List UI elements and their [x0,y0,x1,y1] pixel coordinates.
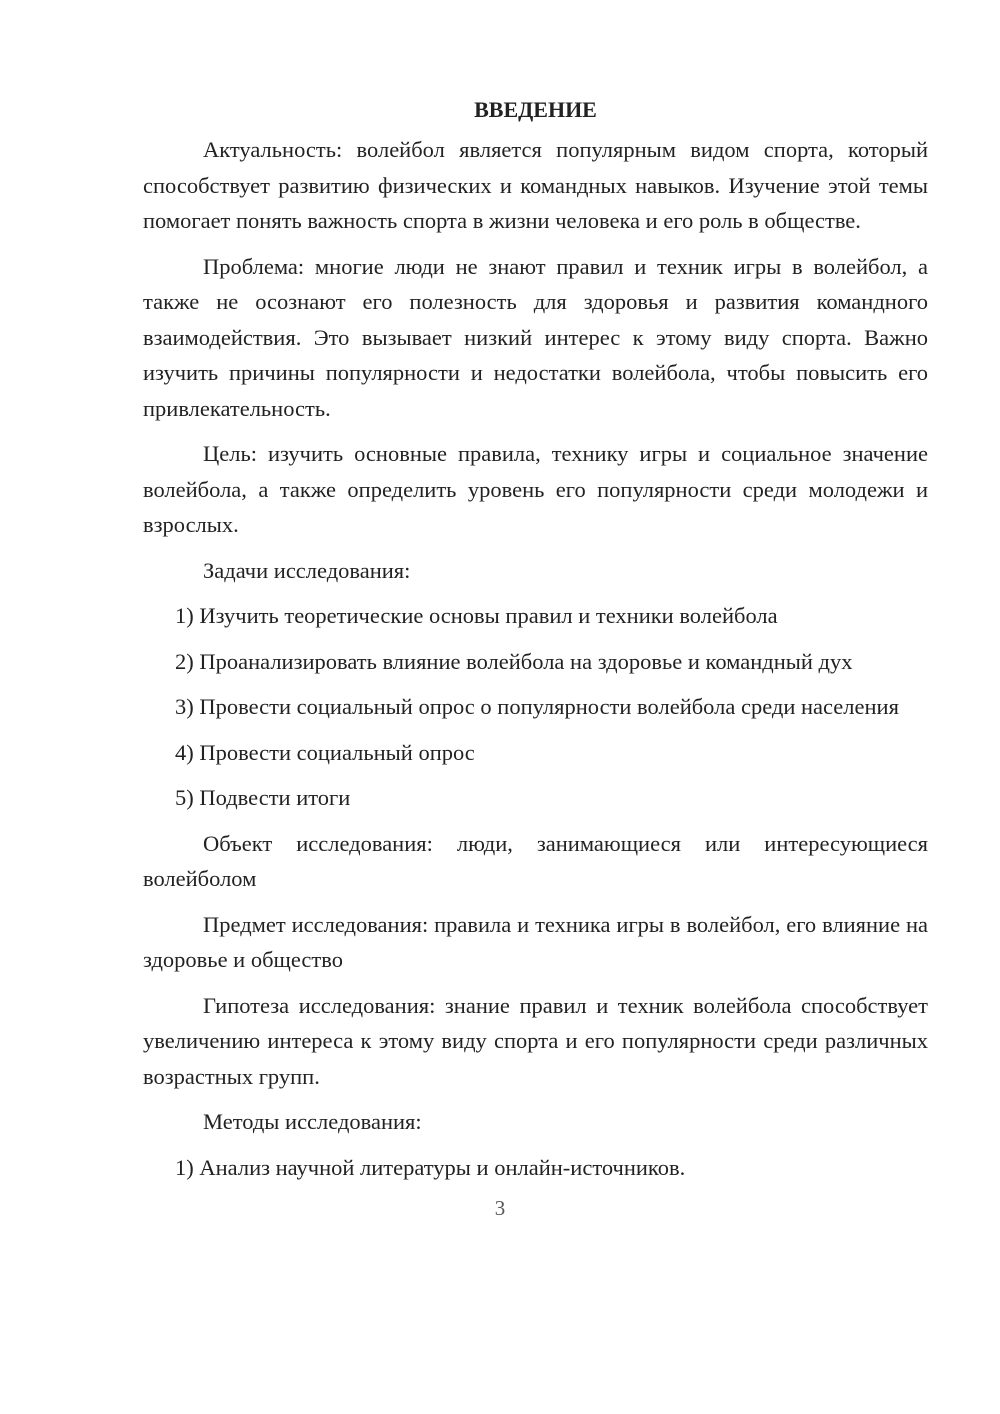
tasks-heading: Задачи исследования: [203,557,411,583]
section-title: ВВЕДЕНИЕ [474,97,597,122]
goal-paragraph: Цель: изучить основные правила, технику игры и социальное значение волейбола, а также определить уровень его популярности среди молодежи и взрослых. [143,441,928,537]
task-item-5: 5) Подвести итоги [175,785,351,810]
method-item-1: 1) Анализ научной литературы и онлайн-источников. [175,1154,686,1180]
task-item-1: 1) Изучить теоретические основы правил и техники волейбола [175,603,778,628]
document-page [143,94,928,1195]
subject-paragraph: Предмет исследования: правила и техника игры в волейбол, его влияние на здоровье и общество [143,911,928,972]
hypothesis-paragraph: Гипотеза исследования: знание правил и техник волейбола способствует увеличению интереса к этому виду спорта и его популярности среди различных возрастных групп. [143,992,928,1089]
problem-paragraph: Проблема: многие люди не знают правил и техник игры в волейбол, а также не осознают его полезность для здоровья и развития командного взаимодействия. Это вызывает низкий интерес к этому виду спорта. Важно изучить причины популярности и недостатки волейбола, чтобы повысить его привлекательность. [143,253,928,421]
task-item-2: 2) Проанализировать влияние волейбола на здоровье и командный дух [175,648,853,674]
relevance-paragraph: Актуальность: волейбол является популярным видом спорта, который способствует развитию физических и командных навыков. Изучение этой темы помогает понять важность спорта в жизни человека и его роль в обществе. [143,137,928,233]
task-item-3: 3) Провести социальный опрос о популярности волейбола среди населения [175,694,899,719]
methods-heading: Методы исследования: [203,1109,422,1134]
object-paragraph: Объект исследования: люди, занимающиеся или интересующиеся волейболом [143,830,928,891]
task-item-4: 4) Провести социальный опрос [175,739,475,765]
page-number: 3 [494,1196,506,1220]
